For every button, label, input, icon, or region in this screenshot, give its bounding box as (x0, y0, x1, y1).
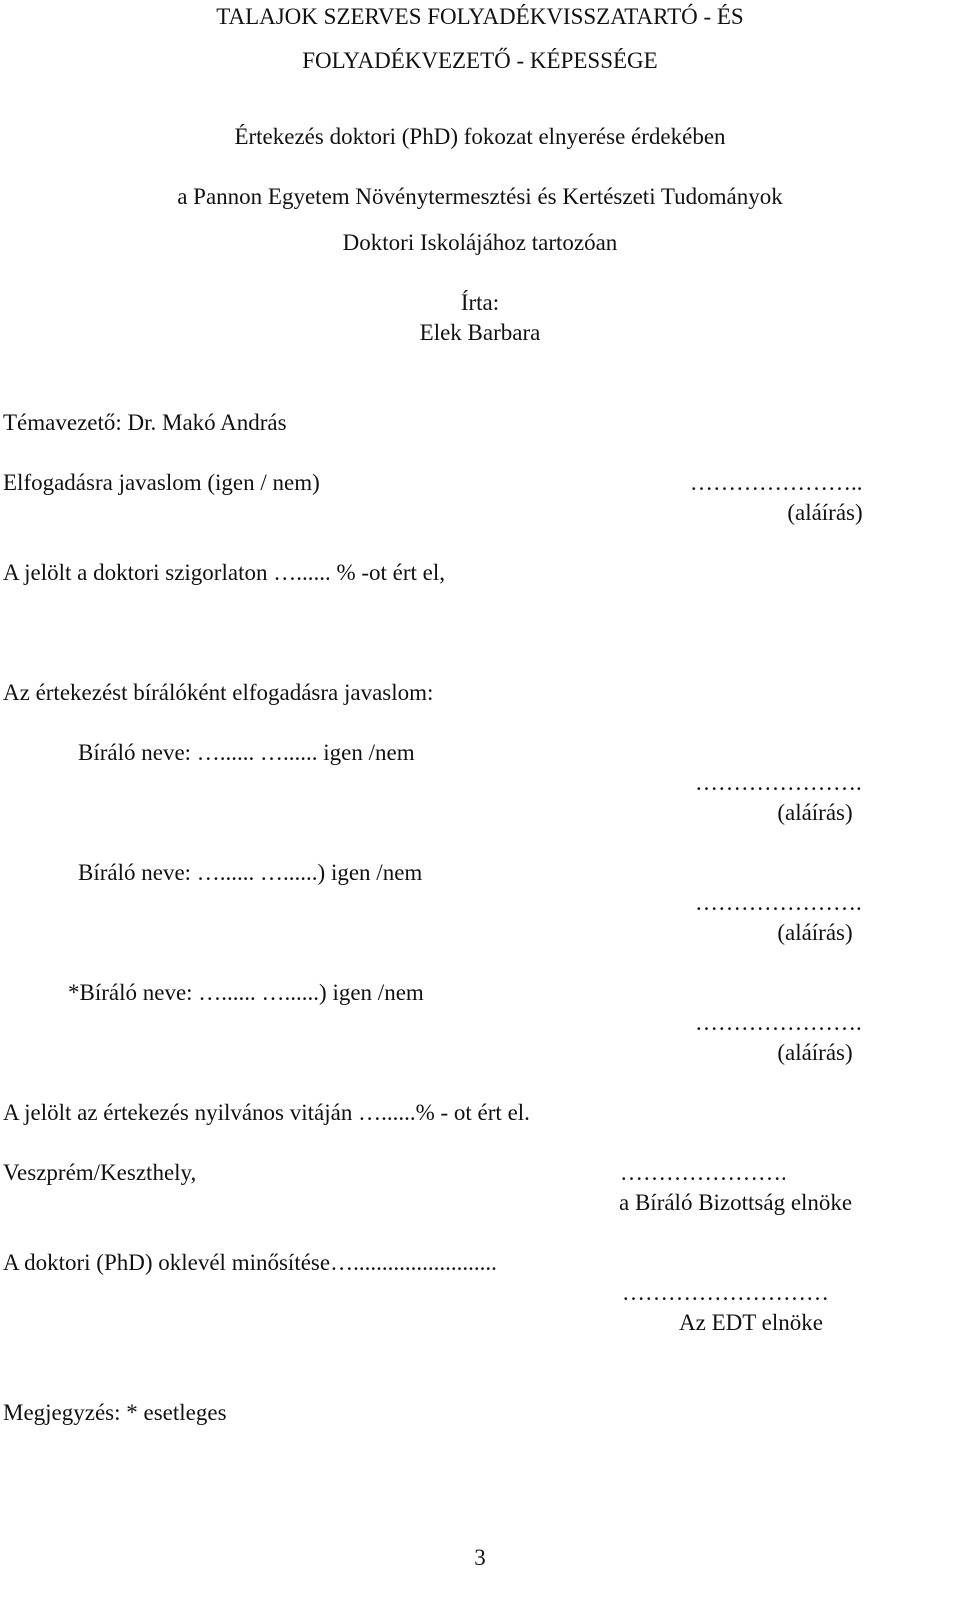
committee-chair: a Bíráló Bizottság elnöke (619, 1190, 853, 1215)
acceptance-text: Elfogadásra javaslom (igen / nem) (3, 470, 320, 495)
reviewers-heading: Az értekezést bírálóként elfogadásra javaslom: (3, 680, 434, 705)
reviewer-1-text: Bíráló neve: …...... …...... igen /nem (78, 740, 415, 765)
acceptance-signature-dots: ………………….. (690, 470, 863, 495)
acceptance-signature-label: (aláírás) (787, 500, 863, 525)
exam-result: A jelölt a doktori szigorlaton …...... % -ot ért el, (3, 560, 446, 585)
reviewer-2-signature: (aláírás) (777, 920, 853, 945)
title-line-2: FOLYADÉKVEZETŐ - KÉPESSÉGE (302, 48, 658, 73)
author-label: Írta: (460, 290, 500, 315)
edt-dots: ……………………… (622, 1280, 829, 1305)
intro-line-1: Értekezés doktori (PhD) fokozat elnyerése érdekében (234, 124, 726, 149)
reviewer-2-dots: …………………. (695, 890, 862, 915)
reviewer-3-text: *Bíráló neve: …...... …......) igen /nem (68, 980, 424, 1005)
title-line-1: TALAJOK SZERVES FOLYADÉKVISSZATARTÓ - ÉS (216, 4, 744, 29)
page-number: 3 (474, 1545, 486, 1570)
reviewer-1-signature: (aláírás) (777, 800, 853, 825)
author-name: Elek Barbara (419, 320, 541, 345)
reviewer-2-text: Bíráló neve: …...... …......) igen /nem (78, 860, 423, 885)
note: Megjegyzés: * esetleges (3, 1400, 227, 1425)
qualification: A doktori (PhD) oklevél minősítése…......................... (3, 1250, 497, 1275)
reviewer-1-dots: …………………. (695, 770, 862, 795)
committee-dots: …………………. (620, 1160, 787, 1185)
edt-chair: Az EDT elnöke (679, 1310, 823, 1335)
intro-line-2: a Pannon Egyetem Növénytermesztési és Kertészeti Tudományok (177, 184, 783, 209)
intro-line-3: Doktori Iskolájához tartozóan (342, 230, 618, 255)
defense-result: A jelölt az értekezés nyilvános vitáján …......% - ot ért el. (3, 1100, 530, 1125)
reviewer-3-dots: …………………. (695, 1010, 862, 1035)
supervisor: Témavezető: Dr. Makó András (3, 410, 287, 435)
reviewer-3-signature: (aláírás) (777, 1040, 853, 1065)
place: Veszprém/Keszthely, (3, 1160, 197, 1185)
